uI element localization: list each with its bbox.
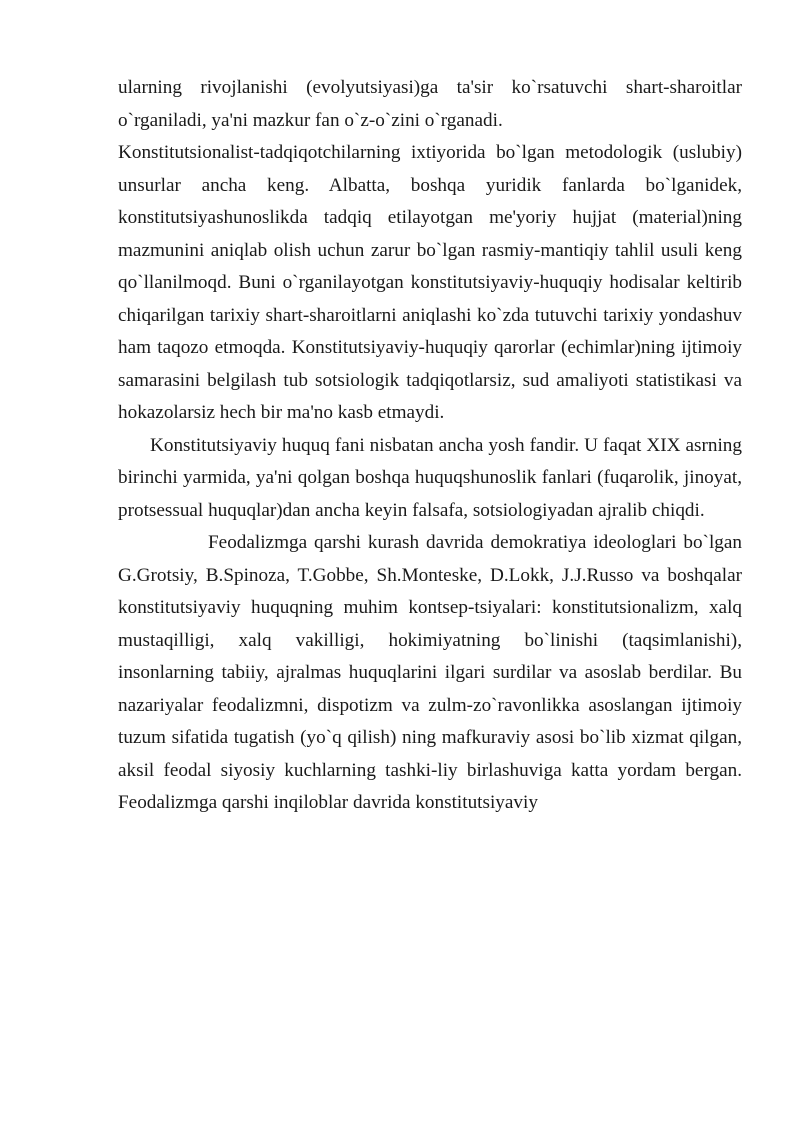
paragraph-methodology: Konstitutsionalist-tadqiqotchilarning ixtiyorida bo`lgan metodologik (uslubiy) unsurlar ancha keng. Albatta, boshqa yuridik fanlarda bo`lganidek, konstitutsiyashunoslikda tadqiq etilayotgan me'yoriy hujjat (material)ning mazmunini aniqlab olish uchun zarur bo`lgan rasmiy-mantiqiy tahlil usuli keng qo`llanilmoqd. Buni o`rganilayotgan konstitutsiyaviy-huquqiy hodisalar keltirib chiqarilgan tarixiy shart-sharoitlarni aniqlashi ko`zda tutuvchi tarixiy yondashuv ham taqozo etmoqda. Konstitutsiyaviy-huquqiy qarorlar (echimlar)ning ijtimoiy samarasini belgilash tub sotsiologik tadqiqotlarsiz, sud amaliyoti statistikasi va hokazolarsiz hech bir ma'no kasb etmaydi. <box>118 142 742 423</box>
paragraph-history: Konstitutsiyaviy huquq fani nisbatan ancha yosh fandir. U faqat XIX asrning birinchi yarmida, ya'ni qolgan boshqa huquqshunoslik fanlari (fuqarolik, jinoyat, protsessual huquqlar)dan ancha keyin falsafa, sotsiologiyadan ajralib chiqdi. <box>118 434 742 521</box>
paragraph-continuation: ularning rivojlanishi (evolyutsiyasi)ga ta'sir ko`rsatuvchi shart-sharoitlar o`rganiladi, ya'ni mazkur fan o`z-o`zini o`rganadi. <box>118 77 742 131</box>
document-page <box>118 72 742 820</box>
paragraph-feudalism: Feodalizmga qarshi kurash davrida demokratiya ideologlari bo`lgan G.Grotsiy, B.Spinoza, T.Gobbe, Sh.Monteske, D.Lokk, J.J.Russo va boshqalar konstitutsiyaviy huquqning muhim kontsep-tsiyalari: konstitutsionalizm, xalq mustaqilligi, xalq vakilligi, hokimiyatning bo`linishi (taqsimlanishi), insonlarning tabiiy, ajralmas huquqlarini ilgari surdilar va asoslab berdilar. Bu nazariyalar feodalizmni, dispotizm va zulm-zo`ravonlikka asoslangan ijtimoiy tuzum sifatida tugatish (yo`q qilish) ning mafkuraviy asosi bo`lib xizmat qilgan, aksil feodal siyosiy kuchlarning tashki-liy birlashuviga katta yordam bergan. Feodalizmga qarshi inqiloblar davrida konstitutsiyaviy <box>118 532 742 813</box>
